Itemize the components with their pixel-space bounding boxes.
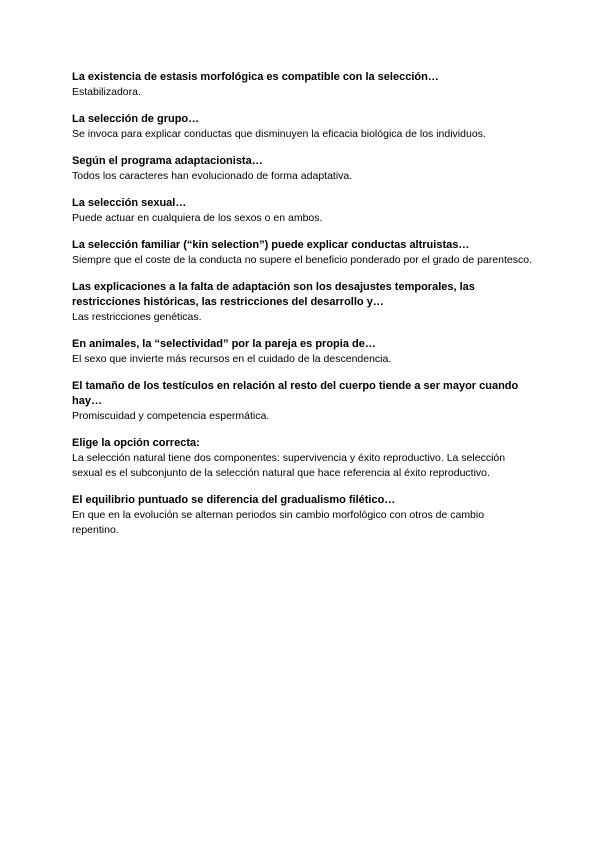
qa-item [72, 436, 532, 481]
question-text: El tamaño de los testículos en relación al resto del cuerpo tiende a ser mayor cuando hay… [72, 380, 519, 407]
qa-item [72, 238, 532, 268]
answer-text: El sexo que invierte más recursos en el cuidado de la descendencia. [72, 353, 392, 365]
qa-item [72, 196, 532, 226]
answer-text: Puede actuar en cualquiera de los sexos o en ambos. [72, 212, 323, 224]
answer-text: En que en la evolución se alternan periodos sin cambio morfológico con otros de cambio repentino. [72, 509, 485, 536]
qa-item [72, 70, 532, 100]
qa-item [72, 280, 532, 325]
qa-list [72, 70, 532, 550]
question-text: En animales, la “selectividad” por la pareja es propia de… [72, 338, 376, 350]
question-text: Elige la opción correcta: [72, 437, 200, 449]
question-text: La selección sexual… [72, 197, 187, 209]
answer-text: Las restricciones genéticas. [72, 311, 202, 323]
qa-item [72, 154, 532, 184]
answer-text: Siempre que el coste de la conducta no supere el beneficio ponderado por el grado de parentesco. [72, 254, 532, 266]
answer-text: Se invoca para explicar conductas que disminuyen la eficacia biológica de los individuos. [72, 128, 486, 140]
answer-text: Todos los caracteres han evolucionado de forma adaptativa. [72, 170, 353, 182]
question-text: La selección familiar (“kin selection”) puede explicar conductas altruistas… [72, 239, 470, 251]
answer-text: La selección natural tiene dos componentes: supervivencia y éxito reproductivo. La selección sexual es el subconjunto de la selección natural que hace referencia al éxito reproductivo. [72, 452, 506, 479]
qa-item [72, 112, 532, 142]
qa-item [72, 337, 532, 367]
question-text: Según el programa adaptacionista… [72, 155, 263, 167]
answer-text: Promiscuidad y competencia espermática. [72, 410, 270, 422]
question-text: La existencia de estasis morfológica es compatible con la selección… [72, 71, 439, 83]
question-text: El equilibrio puntuado se diferencia del gradualismo filético… [72, 494, 396, 506]
question-text: La selección de grupo… [72, 113, 200, 125]
qa-item [72, 493, 532, 538]
answer-text: Estabilizadora. [72, 86, 141, 98]
question-text: Las explicaciones a la falta de adaptación son los desajustes temporales, las restricciones históricas, las restricciones del desarrollo y… [72, 281, 475, 308]
qa-item [72, 379, 532, 424]
